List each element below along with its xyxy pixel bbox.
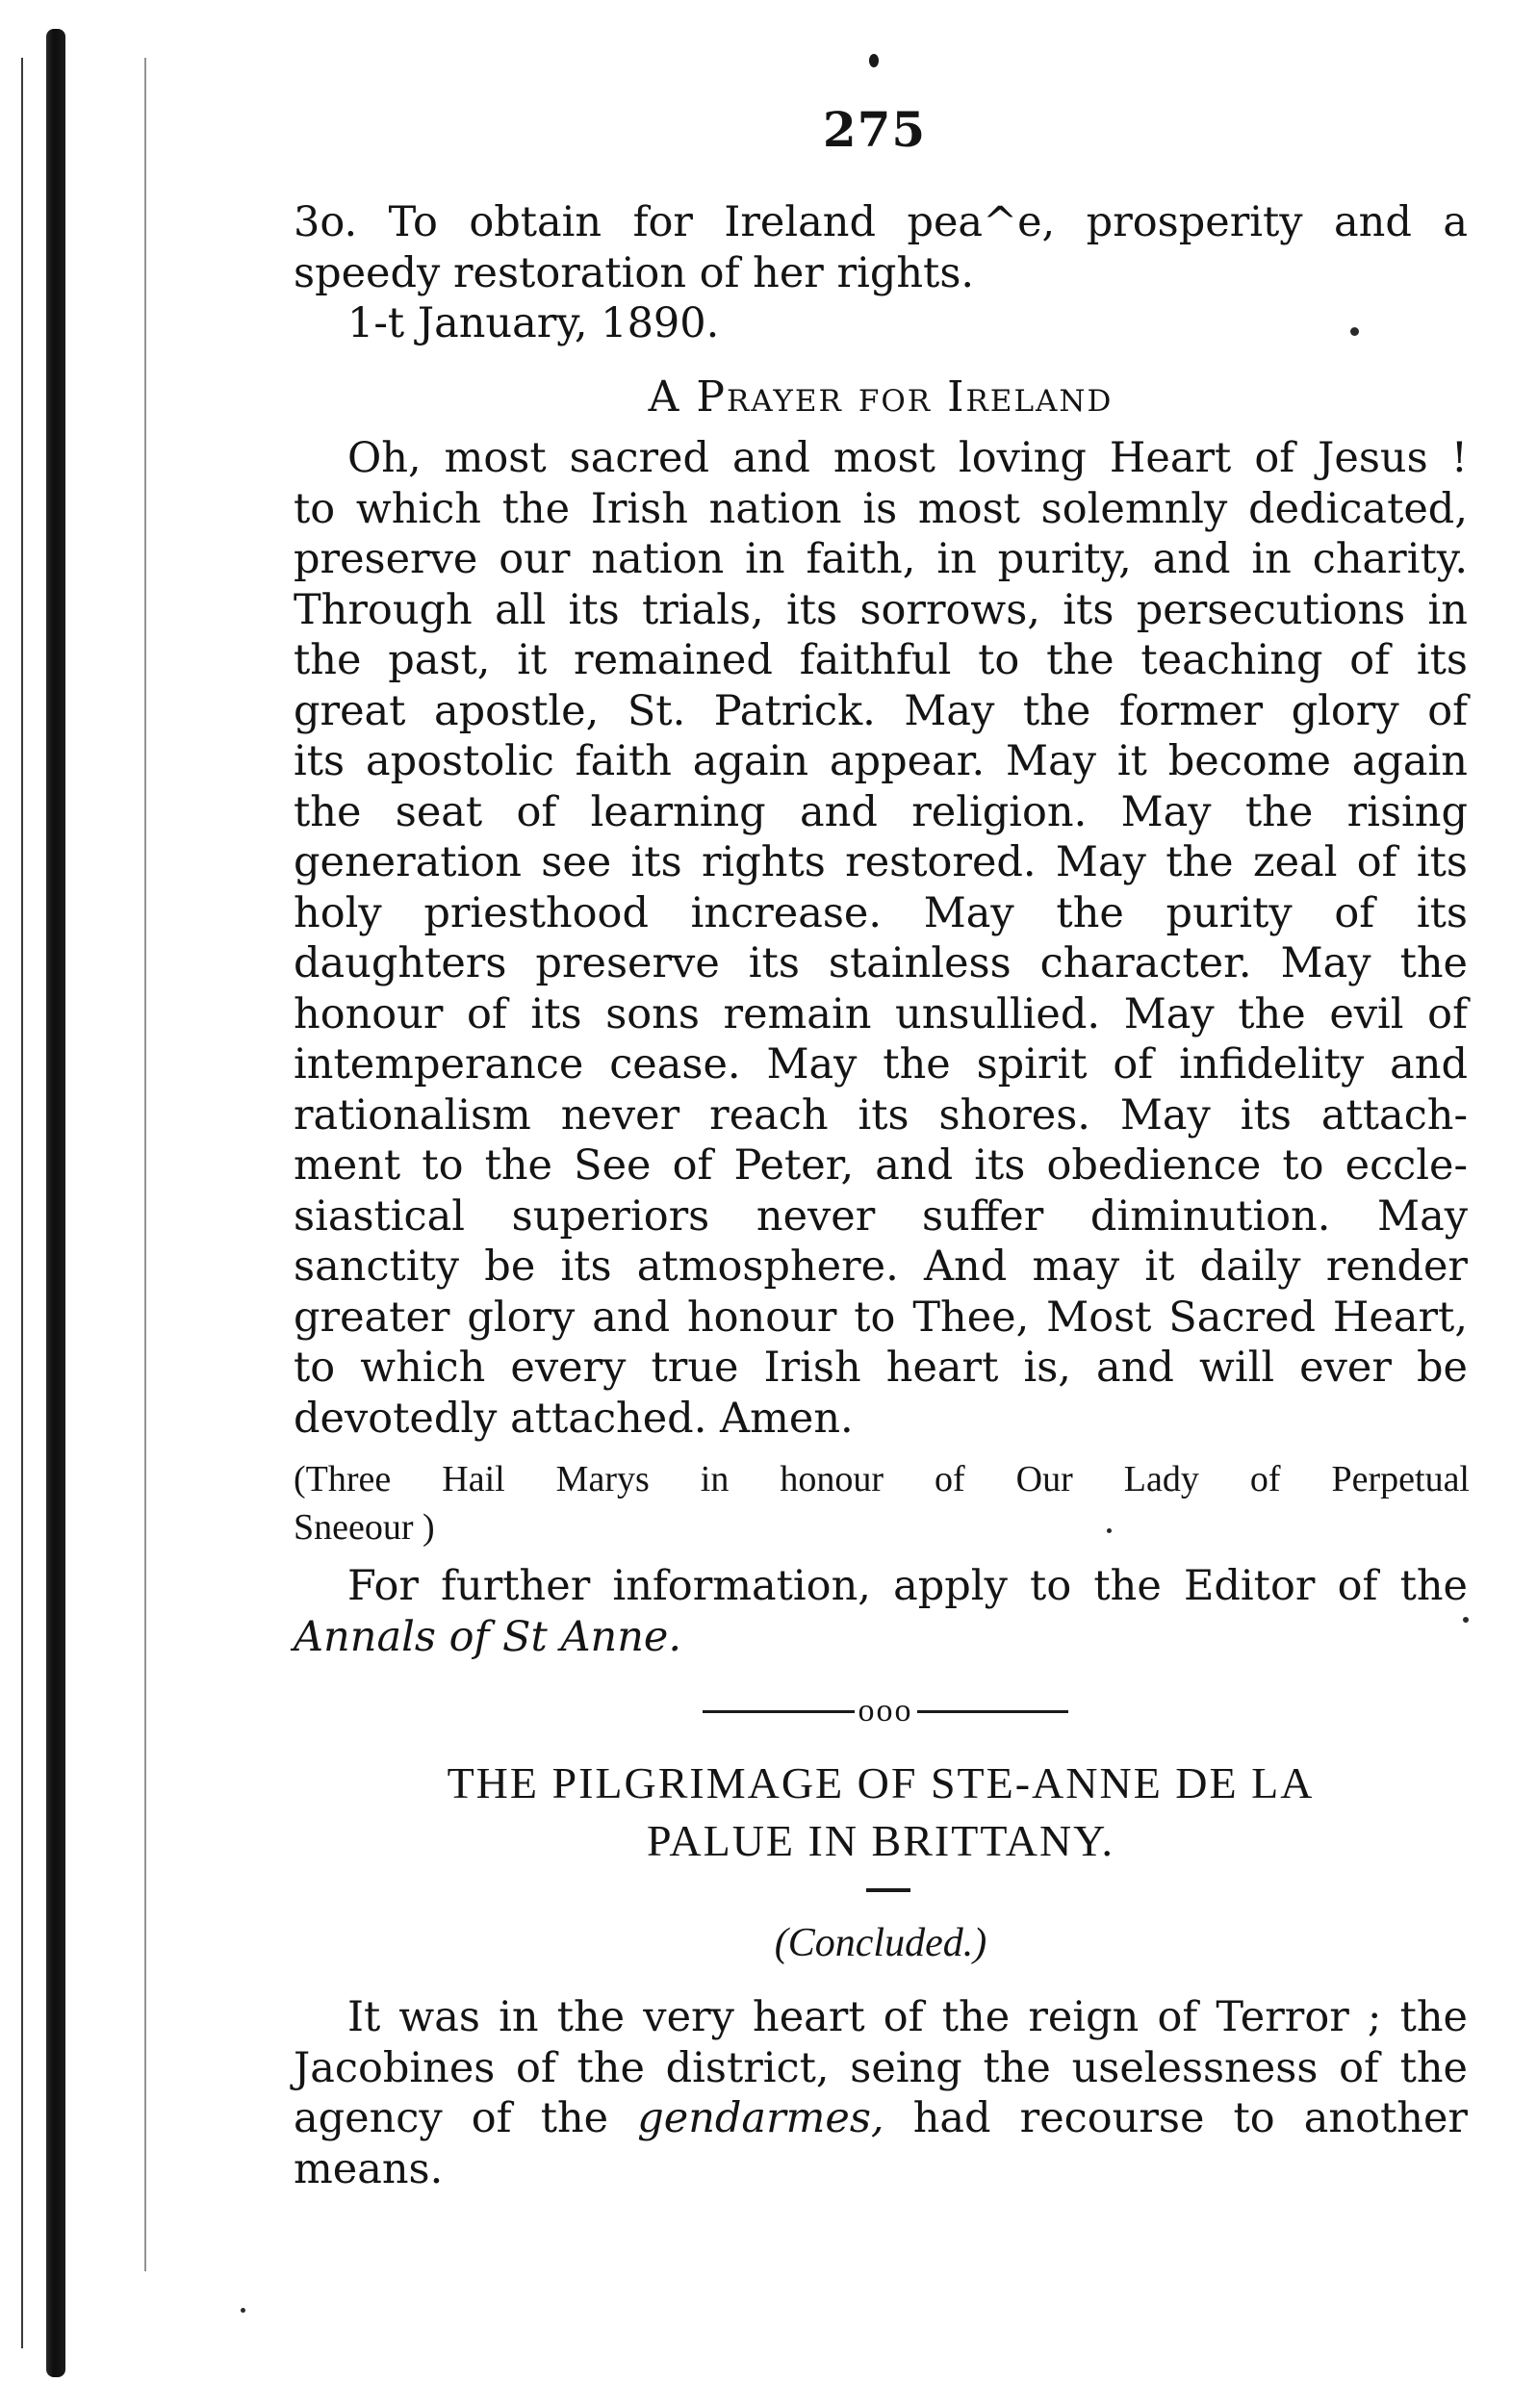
prayer-paragraph <box>294 433 1468 1444</box>
scan-edge-line <box>21 58 23 2348</box>
article-title-line-2: PALUE IN BRITTANY. <box>647 1816 1114 1865</box>
page-number: 275 <box>822 101 927 158</box>
ink-speck <box>1463 1617 1469 1623</box>
prayer-heading <box>294 372 1468 422</box>
text-line: rationalism never reach its shores. May its attach- <box>294 1090 1468 1140</box>
divider-rule <box>703 1710 855 1713</box>
text-line: honour of its sons remain unsullied. May the evil of <box>294 989 1468 1038</box>
text-line: greater glory and honour to Thee, Most Sacred Heart, <box>294 1293 1468 1342</box>
text-line: the seat of learning and religion. May the rising <box>294 787 1468 836</box>
section-divider <box>703 1692 1068 1730</box>
prayer-note <box>294 1455 1470 1551</box>
text-line: It was in the very heart of the reign of Terror ; the <box>347 1993 1468 2041</box>
text-segment: agency of the <box>294 2094 638 2142</box>
divider-ornament: ooo <box>858 1693 913 1729</box>
text-line: great apostle, St. Patrick. May the former glory of <box>294 686 1468 735</box>
text-line: Oh, most sacred and most loving Heart of Jesus ! <box>347 434 1468 482</box>
text-line: Through all its trials, its sorrows, its persecutions in <box>294 585 1468 634</box>
binding-edge <box>46 29 65 2377</box>
article-title-line-1: THE PILGRIMAGE OF STE-ANNE DE LA <box>447 1758 1315 1807</box>
annals-title: Annals of St Anne. <box>294 1612 681 1661</box>
text-line <box>294 2093 1468 2144</box>
text-line: ment to the See of Peter, and its obedience to eccle- <box>294 1141 1468 1190</box>
intentions-paragraph <box>294 197 1468 349</box>
ink-mark <box>869 54 879 67</box>
text-line: its apostolic faith again appear. May it become again <box>294 737 1468 785</box>
article-body <box>294 1992 1468 2194</box>
date-line: 1-t January, 1890. <box>347 299 720 347</box>
text-line: the past, it remained faithful to the teaching of its <box>294 636 1468 684</box>
text-line: holy priesthood increase. May the purity of its <box>294 888 1468 937</box>
info-line: For further information, apply to the Editor of the <box>347 1562 1468 1610</box>
text-line: daughters preserve its stainless character. May the <box>294 939 1468 987</box>
ink-speck <box>241 2308 245 2313</box>
text-line: Jacobines of the district, seing the uselessness of the <box>294 2043 1468 2092</box>
scan-edge-line <box>144 58 146 2271</box>
info-paragraph <box>294 1561 1468 1662</box>
text-line: generation see its rights restored. May the zeal of its <box>294 838 1468 886</box>
text-line: intemperance cease. May the spirit of infidelity and <box>294 1040 1468 1089</box>
ink-speck <box>1107 1528 1112 1533</box>
text-line: devotedly attached. Amen. <box>294 1394 854 1443</box>
text-line: means. <box>294 2144 444 2193</box>
text-line: sanctity be its atmosphere. And may it daily render <box>294 1242 1468 1291</box>
note-line: (Three Hail Marys in honour of Our Lady of Perpetual <box>294 1459 1470 1499</box>
text-line: to which the Irish nation is most solemnly dedicated, <box>294 484 1468 533</box>
text-segment: had recourse to another <box>884 2094 1468 2142</box>
divider-rule <box>917 1710 1069 1713</box>
prayer-heading-text: A Prayer for Ireland <box>648 372 1114 422</box>
text-line: preserve our nation in faith, in purity, and in charity. <box>294 535 1468 583</box>
note-line: Sneeour ) <box>294 1507 435 1548</box>
text-line: to which every true Irish heart is, and will ever be <box>294 1344 1468 1392</box>
italic-term: gendarmes, <box>637 2094 884 2142</box>
text-line: speedy restoration of her rights. <box>294 248 975 297</box>
text-line: 3o. To obtain for Ireland pea^e, prosperity and a <box>294 198 1468 246</box>
article-subtitle: (Concluded.) <box>774 1921 987 1965</box>
title-rule <box>866 1888 910 1892</box>
text-line: siastical superiors never suffer diminution. May <box>294 1191 1468 1241</box>
ink-speck <box>1350 327 1359 336</box>
